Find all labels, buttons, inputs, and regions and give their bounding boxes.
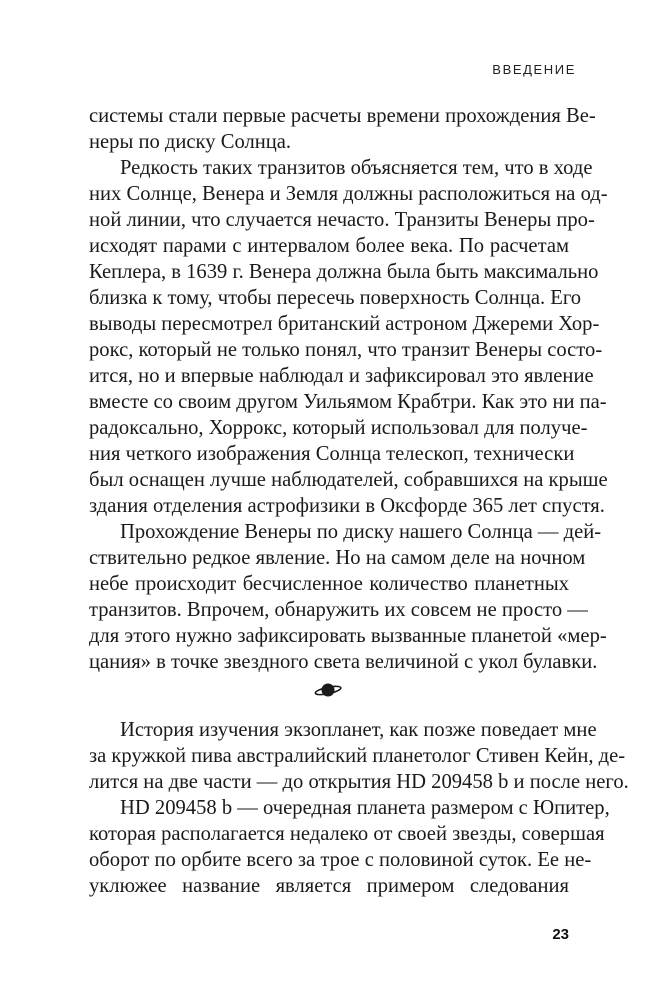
text-line: ной линии, что случается нечасто. Транзиты Венеры про- bbox=[89, 209, 595, 231]
text-line: ния четкого изображения Солнца телескоп, технически bbox=[89, 443, 575, 465]
text-line: близка к тому, чтобы пересечь поверхность Солнца. Его bbox=[89, 287, 582, 309]
text-line: Редкость таких транзитов объясняется тем, что в ходе bbox=[120, 157, 593, 179]
text-line: рокс, который не только понял, что транзит Венеры состо- bbox=[89, 339, 603, 361]
text-line: системы стали первые расчеты времени прохождения Ве- bbox=[89, 105, 596, 127]
text-line: был оснащен лучше наблюдателей, собравшихся на крыше bbox=[89, 469, 608, 491]
text-line: них Солнце, Венера и Земля должны расположиться на од- bbox=[89, 183, 608, 205]
text-line: небе происходит бесчисленное количество планетных bbox=[89, 573, 569, 595]
text-line: История изучения экзопланет, как позже поведает мне bbox=[120, 719, 597, 741]
text-line: цания» в точке звездного света величиной с укол булавки. bbox=[89, 651, 598, 673]
text-line: для этого нужно зафиксировать вызванные планетой «мер- bbox=[89, 625, 607, 647]
text-line: радоксально, Хоррокс, который использовал для получе- bbox=[89, 417, 588, 439]
text-line: Кеплера, в 1639 г. Венера должна была быть максимально bbox=[89, 261, 599, 283]
text-line: здания отделения астрофизики в Оксфорде 365 лет спустя. bbox=[89, 495, 605, 517]
text-line: оборот по орбите всего за трое с половиной суток. Ее не- bbox=[89, 849, 592, 871]
text-line: HD 209458 b — очередная планета размером с Юпитер, bbox=[120, 797, 610, 819]
text-line: неры по диску Солнца. bbox=[89, 131, 292, 153]
text-line: Прохождение Венеры по диску нашего Солнца — дей- bbox=[120, 521, 602, 543]
text-line: вместе со своим другом Уильямом Крабтри. Как это ни па- bbox=[89, 391, 607, 413]
text-line: уклюжее название является примером следования bbox=[89, 875, 569, 897]
text-line: лится на две части — до открытия HD 209458 b и после него. bbox=[89, 771, 629, 793]
text-line: выводы пересмотрел британский астроном Джереми Хор- bbox=[89, 313, 600, 335]
text-line: ится, но и впервые наблюдал и зафиксировал это явление bbox=[89, 365, 594, 387]
text-line: транзитов. Впрочем, обнаружить их совсем не просто — bbox=[89, 599, 588, 621]
text-line: за кружкой пива австралийский планетолог Стивен Кейн, де- bbox=[89, 745, 626, 767]
page-number: 23 bbox=[552, 926, 569, 943]
saturn-icon bbox=[314, 680, 342, 700]
text-line: исходят парами с интервалом более века. По расчетам bbox=[89, 235, 569, 257]
text-line: ствительно редкое явление. Но на самом деле на ночном bbox=[89, 547, 586, 569]
text-line: которая располагается недалеко от своей звезды, совершая bbox=[89, 823, 605, 845]
running-head: ВВЕДЕНИЕ bbox=[492, 62, 576, 77]
